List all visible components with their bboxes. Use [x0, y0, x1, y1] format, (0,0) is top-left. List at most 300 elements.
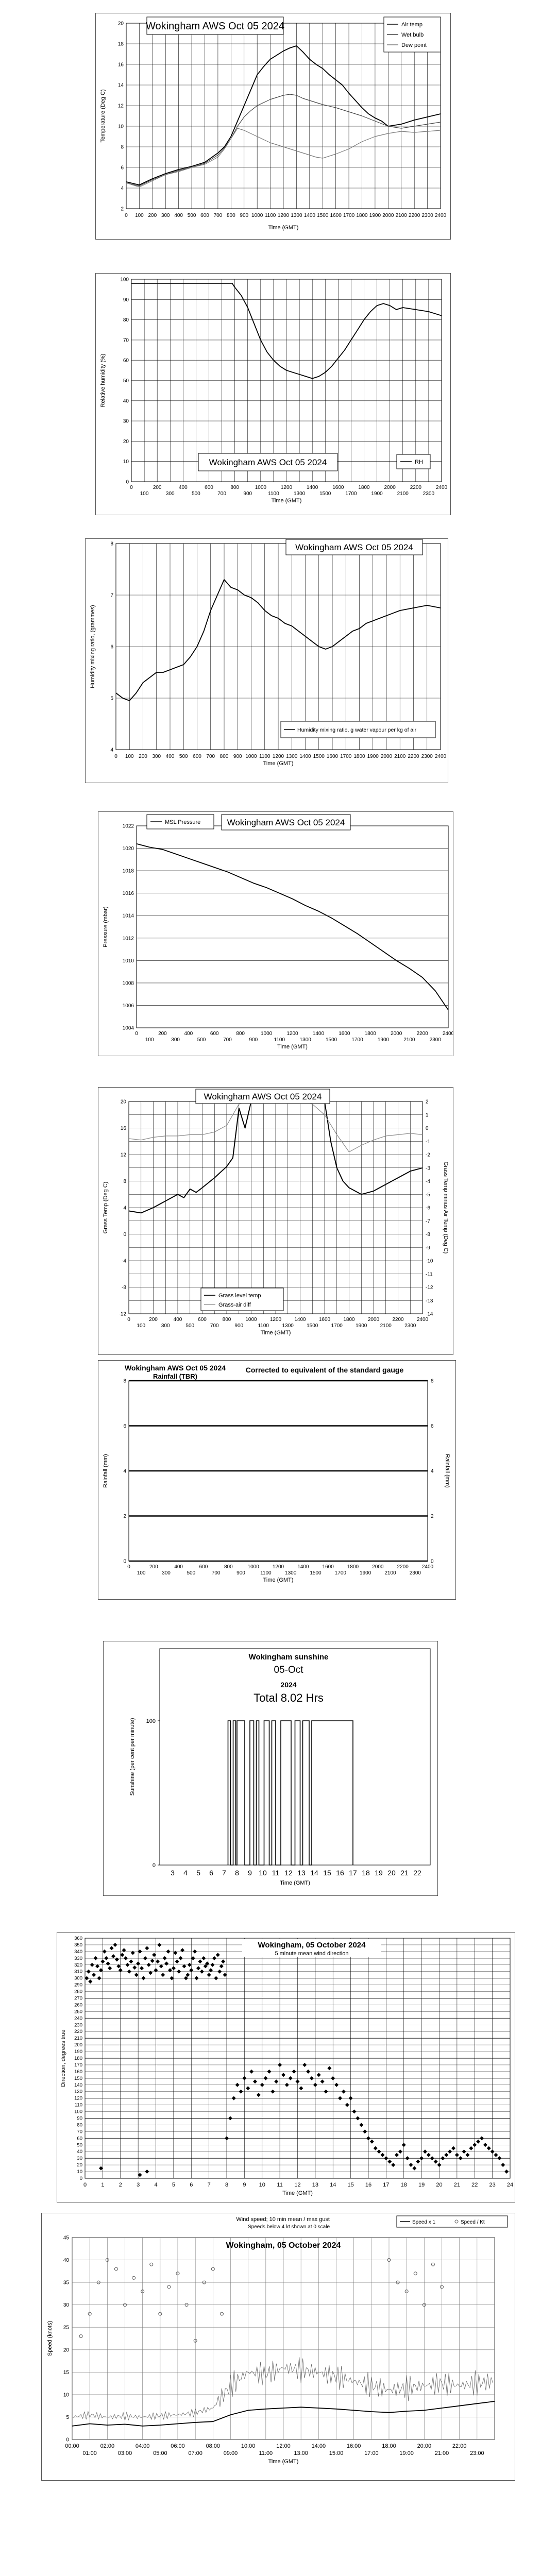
x-tick-label: 13:00 — [294, 2450, 308, 2456]
x-tick-label: 01:00 — [82, 2450, 97, 2456]
y-tick-label: 230 — [74, 2022, 82, 2028]
chart-annotation: Corrected to equivalent of the standard gauge — [245, 1366, 404, 1374]
x-tick-label: 7 — [207, 2182, 211, 2188]
x-tick-label: 600 — [199, 1564, 208, 1570]
y-tick-label: 8 — [121, 144, 124, 150]
x-tick-label: 2200 — [416, 1031, 428, 1037]
x-tick-label: 2300 — [429, 1037, 441, 1043]
x-tick-label: 2100 — [380, 1323, 392, 1329]
x-axis-title: Time (GMT) — [268, 2459, 299, 2465]
chart-title: Wokingham AWS Oct 05 2024 — [209, 457, 327, 468]
y-tick-label: 45 — [63, 2235, 69, 2241]
x-tick-label: 1400 — [294, 1317, 306, 1323]
x-tick-label: 2200 — [410, 485, 421, 490]
y-tick-label: 60 — [123, 358, 129, 364]
y-right-tick-label: -14 — [426, 1311, 433, 1317]
y-tick-label: 6 — [121, 165, 124, 171]
y-tick-label: 140 — [74, 2082, 82, 2088]
x-tick-label: 1100 — [274, 1037, 285, 1043]
x-tick-label: 400 — [178, 485, 188, 490]
x-tick-label: 1800 — [364, 1031, 376, 1037]
x-tick-label: 1900 — [371, 491, 383, 497]
x-tick-label: 1000 — [245, 1317, 257, 1323]
legend-label: Dew point — [401, 42, 427, 48]
x-tick-label: 17:00 — [364, 2450, 379, 2456]
x-tick-label: 12:00 — [276, 2443, 291, 2449]
y-axis-title: Humidity mixing ratio, (grammes) — [90, 605, 96, 688]
x-tick-label: 22 — [471, 2182, 478, 2188]
y-tick-label: 1022 — [122, 823, 134, 829]
y-right-tick-label: -12 — [426, 1285, 433, 1291]
temperature-chart — [95, 13, 451, 240]
x-tick-label: 13 — [312, 2182, 318, 2188]
x-tick-label: 100 — [135, 213, 144, 218]
y-right-tick-label: -5 — [426, 1192, 430, 1198]
x-tick-label: 1300 — [282, 1323, 294, 1329]
y-tick-label: 80 — [77, 2122, 82, 2128]
x-tick-label: 400 — [184, 1031, 193, 1037]
x-tick-label: 18 — [400, 2182, 407, 2188]
x-tick-label: 6 — [190, 2182, 193, 2188]
x-tick-label: 22 — [413, 1869, 421, 1877]
y-tick-label: -4 — [122, 1258, 126, 1264]
x-axis-title: Time (GMT) — [271, 498, 302, 504]
x-tick-label: 100 — [137, 1323, 146, 1329]
y-right-tick-label: -1 — [426, 1139, 430, 1145]
x-tick-label: 1100 — [268, 491, 279, 497]
x-tick-label: 1200 — [286, 1031, 298, 1037]
y-tick-label: 100 — [74, 2109, 82, 2115]
panel-temperature — [95, 13, 451, 240]
x-tick-label: 200 — [149, 1317, 158, 1323]
x-tick-label: 1600 — [326, 754, 339, 759]
x-tick-label: 16 — [336, 1869, 344, 1877]
y-tick-label: 8 — [123, 1378, 126, 1384]
x-tick-label: 300 — [171, 1037, 180, 1043]
y-tick-label: 40 — [63, 2258, 69, 2264]
x-tick-label: 06:00 — [171, 2443, 185, 2449]
x-tick-label: 600 — [193, 754, 201, 759]
y-tick-label: 280 — [74, 1989, 82, 1995]
x-tick-label: 22:00 — [452, 2443, 467, 2449]
wind-direction-chart — [57, 1932, 515, 2202]
y-tick-label: 5 — [110, 696, 113, 702]
x-tick-label: 200 — [148, 213, 157, 218]
x-tick-label: 700 — [213, 213, 223, 218]
sunshine-chart — [103, 1641, 438, 1896]
x-tick-label: 1000 — [251, 213, 263, 218]
y-tick-label: 240 — [74, 2015, 82, 2022]
y-tick-label: 20 — [63, 2347, 69, 2353]
x-tick-label: 300 — [152, 754, 161, 759]
chart-title: Wokingham sunshine — [248, 1653, 329, 1662]
x-tick-label: 1800 — [343, 1317, 355, 1323]
chart-year: 2024 — [280, 1681, 297, 1689]
wind-speed-chart — [41, 2213, 515, 2481]
legend-label: Speed / Kt — [461, 2219, 485, 2225]
x-tick-label: 1700 — [351, 1037, 363, 1043]
x-tick-label: 1800 — [353, 754, 365, 759]
x-tick-label: 200 — [158, 1031, 167, 1037]
y-tick-label: 35 — [63, 2280, 69, 2286]
x-tick-label: 10:00 — [241, 2443, 256, 2449]
y-tick-label: 50 — [77, 2142, 82, 2148]
x-tick-label: 300 — [161, 213, 170, 218]
x-tick-label: 2100 — [403, 1037, 415, 1043]
x-tick-label: 12 — [284, 1869, 293, 1877]
y-right-tick-label: -13 — [426, 1298, 433, 1304]
y-tick-label: 330 — [74, 1955, 82, 1961]
x-tick-label: 600 — [210, 1031, 219, 1037]
y-tick-label: 70 — [123, 337, 129, 344]
x-tick-label: 700 — [210, 1323, 219, 1329]
x-tick-label: 2200 — [408, 754, 419, 759]
x-tick-label: 9 — [243, 2182, 246, 2188]
y-tick-label: 120 — [74, 2095, 82, 2102]
y-axis-title: Pressure (mbar) — [103, 906, 109, 947]
chart-subtitle: Rainfall (TBR) — [153, 1372, 197, 1380]
chart-title: Wokingham, 05 October 2024 — [258, 1941, 366, 1950]
x-tick-label: 800 — [222, 1317, 231, 1323]
x-tick-label: 2100 — [384, 1570, 396, 1576]
panel-wind-speed — [41, 2213, 515, 2481]
x-tick-label: 2300 — [404, 1323, 416, 1329]
x-tick-label: 05:00 — [153, 2450, 167, 2456]
y-tick-label: 110 — [74, 2102, 82, 2108]
y-tick-label: 0 — [126, 479, 129, 485]
x-tick-label: 10 — [259, 1869, 267, 1877]
y-tick-label: 320 — [74, 1962, 82, 1968]
y-tick-label: 90 — [77, 2115, 82, 2122]
y-right-tick-label: 1 — [426, 1112, 429, 1118]
x-tick-label: 700 — [206, 754, 215, 759]
panel-rainfall — [98, 1360, 456, 1600]
x-tick-label: 1000 — [260, 1031, 273, 1037]
x-tick-label: 1700 — [345, 491, 357, 497]
chart-title: Wokingham AWS Oct 05 2024 — [204, 1092, 322, 1102]
legend-label: Grass level temp — [218, 1293, 261, 1299]
y-tick-label: 30 — [77, 2156, 82, 2162]
x-tick-label: 2000 — [372, 1564, 384, 1570]
x-tick-label: 500 — [187, 1570, 196, 1576]
x-tick-label: 23 — [489, 2182, 496, 2188]
x-tick-label: 500 — [179, 754, 188, 759]
y-tick-label: 16 — [120, 1126, 126, 1131]
x-tick-label: 900 — [233, 754, 242, 759]
y-tick-label: 100 — [146, 1718, 156, 1724]
x-tick-label: 1500 — [313, 754, 325, 759]
x-tick-label: 1100 — [258, 1323, 269, 1329]
y-tick-label: 340 — [74, 1948, 82, 1955]
y-right-tick-label: -2 — [426, 1152, 430, 1158]
x-tick-label: 300 — [161, 1323, 170, 1329]
x-tick-label: 1400 — [307, 485, 318, 490]
x-tick-label: 19:00 — [399, 2450, 414, 2456]
legend-label: Air temp — [401, 22, 422, 28]
x-tick-label: 20:00 — [417, 2443, 432, 2449]
y-right-axis-title: Rainfall (mm) — [444, 1454, 450, 1488]
x-tick-label: 0 — [114, 754, 117, 759]
x-tick-label: 600 — [200, 213, 209, 218]
x-tick-label: 100 — [140, 491, 149, 497]
chart-date: 05-Oct — [274, 1665, 303, 1675]
y-axis-title: Rainfall (mm) — [103, 1454, 109, 1488]
x-tick-label: 2400 — [421, 1564, 434, 1570]
x-axis-title: Time (GMT) — [263, 760, 294, 767]
y-tick-label: 0 — [66, 2437, 69, 2443]
x-tick-label: 2300 — [422, 491, 435, 497]
x-tick-label: 2000 — [382, 213, 394, 218]
y-tick-label: 290 — [74, 1982, 82, 1988]
x-tick-label: 20 — [436, 2182, 443, 2188]
y-tick-label: 50 — [123, 378, 129, 384]
x-tick-label: 2000 — [367, 1317, 380, 1323]
y-tick-label: 10 — [63, 2392, 69, 2398]
x-tick-label: 0 — [127, 1317, 130, 1323]
x-tick-label: 11 — [277, 2182, 283, 2188]
y-tick-label: 0 — [123, 1558, 126, 1565]
x-tick-label: 1700 — [343, 213, 355, 218]
x-tick-label: 16 — [365, 2182, 372, 2188]
x-tick-label: 2100 — [397, 491, 409, 497]
y-tick-label: 180 — [74, 2056, 82, 2061]
x-axis-title: Time (GMT) — [260, 1330, 291, 1336]
x-tick-label: 1500 — [307, 1323, 318, 1329]
y-tick-label: 20 — [120, 1099, 126, 1105]
y-axis-title: Speed (knots) — [47, 2320, 53, 2357]
x-tick-label: 600 — [198, 1317, 207, 1323]
legend-label: MSL Pressure — [165, 819, 201, 825]
x-tick-label: 18 — [362, 1869, 370, 1877]
chart-title: Wokingham AWS Oct 05 2024 — [145, 21, 285, 32]
y-tick-label: 270 — [74, 1995, 82, 2002]
x-tick-label: 700 — [211, 1570, 221, 1576]
x-tick-label: 09:00 — [223, 2450, 238, 2456]
x-tick-label: 1100 — [259, 754, 270, 759]
x-tick-label: 400 — [174, 1564, 183, 1570]
x-tick-label: 2400 — [435, 485, 448, 490]
x-tick-label: 1600 — [332, 485, 344, 490]
x-tick-label: 500 — [187, 213, 196, 218]
x-tick-label: 600 — [205, 485, 213, 490]
x-tick-label: 0 — [135, 1031, 138, 1037]
x-tick-label: 1600 — [318, 1317, 331, 1323]
x-tick-label: 2200 — [409, 213, 420, 218]
y-tick-label: 1016 — [122, 891, 134, 897]
x-tick-label: 2200 — [397, 1564, 409, 1570]
y-right-axis-title: Grass Temp minus Air Temp (Deg C) — [443, 1161, 449, 1254]
x-tick-label: 21:00 — [434, 2450, 449, 2456]
x-tick-label: 20 — [387, 1869, 396, 1877]
x-tick-label: 300 — [165, 491, 175, 497]
y-right-tick-label: -9 — [426, 1245, 430, 1251]
x-tick-label: 200 — [149, 1564, 158, 1570]
x-tick-label: 1600 — [330, 213, 342, 218]
x-tick-label: 23:00 — [470, 2450, 484, 2456]
x-tick-label: 02:00 — [100, 2443, 115, 2449]
panel-relative-humidity — [95, 273, 451, 515]
y-tick-label: 15 — [63, 2369, 69, 2376]
x-tick-label: 18:00 — [382, 2443, 396, 2449]
y-tick-label: 60 — [77, 2136, 82, 2142]
x-tick-label: 15 — [323, 1869, 331, 1877]
x-tick-label: 10 — [259, 2182, 265, 2188]
x-tick-label: 07:00 — [188, 2450, 202, 2456]
x-tick-label: 6 — [209, 1869, 213, 1877]
x-tick-label: 400 — [165, 754, 175, 759]
y-tick-label: 70 — [77, 2129, 82, 2135]
x-axis-title: Time (GMT) — [280, 1880, 310, 1886]
y-tick-label: 16 — [117, 62, 124, 68]
y-tick-label: 20 — [123, 438, 129, 445]
x-tick-label: 700 — [223, 1037, 232, 1043]
x-tick-label: 1200 — [277, 213, 290, 218]
x-tick-label: 1100 — [264, 213, 276, 218]
x-tick-label: 2 — [119, 2182, 122, 2188]
x-tick-label: 800 — [230, 485, 240, 490]
y-tick-label: 1012 — [122, 936, 134, 942]
x-tick-label: 7 — [222, 1869, 226, 1877]
x-tick-label: 800 — [224, 1564, 233, 1570]
x-tick-label: 1900 — [369, 213, 381, 218]
y-right-tick-label: -10 — [426, 1258, 433, 1264]
y-tick-label: 1018 — [122, 868, 134, 874]
x-tick-label: 900 — [243, 491, 252, 497]
panel-wind-direction — [57, 1932, 515, 2202]
y-tick-label: 4 — [123, 1205, 126, 1211]
x-tick-label: 2400 — [416, 1317, 429, 1323]
x-axis-title: Time (GMT) — [268, 225, 299, 231]
x-tick-label: 2300 — [421, 754, 433, 759]
x-tick-label: 0 — [130, 485, 133, 490]
x-tick-label: 1900 — [377, 1037, 390, 1043]
panel-grass-temp — [98, 1087, 453, 1355]
x-tick-label: 5 — [196, 1869, 200, 1877]
x-tick-label: 14 — [310, 1869, 318, 1877]
x-tick-label: 1 — [101, 2182, 105, 2188]
x-tick-label: 900 — [236, 1570, 245, 1576]
y-tick-label: 14 — [117, 82, 124, 89]
x-tick-label: 2400 — [442, 1031, 453, 1037]
x-tick-label: 17 — [383, 2182, 390, 2188]
x-axis-title: Time (GMT) — [277, 1044, 308, 1050]
x-tick-label: 1800 — [358, 485, 370, 490]
x-tick-label: 04:00 — [135, 2443, 150, 2449]
y-right-tick-label: 8 — [431, 1378, 434, 1384]
x-tick-label: 2000 — [384, 485, 396, 490]
x-tick-label: 4 — [154, 2182, 158, 2188]
relative-humidity-chart — [95, 273, 451, 515]
y-tick-label: 130 — [74, 2089, 82, 2095]
y-right-tick-label: 6 — [431, 1423, 434, 1429]
y-tick-label: 4 — [123, 1468, 126, 1475]
y-tick-label: 90 — [123, 297, 129, 303]
pressure-chart — [98, 811, 453, 1056]
x-tick-label: 5 — [172, 2182, 175, 2188]
y-axis-title: Sunshine (per cent per minute) — [129, 1718, 136, 1796]
y-axis-title: Temperature (Deg C) — [100, 89, 106, 143]
y-tick-label: 0 — [152, 1862, 156, 1869]
x-tick-label: 900 — [240, 213, 249, 218]
chart-title: Wokingham, 05 October 2024 — [226, 2241, 341, 2250]
y-tick-label: 2 — [123, 1514, 126, 1519]
x-tick-label: 15:00 — [329, 2450, 344, 2456]
x-tick-label: 400 — [173, 1317, 182, 1323]
y-tick-label: 6 — [123, 1423, 126, 1429]
y-axis-title: Relative humidity (%) — [100, 353, 106, 408]
x-tick-label: 900 — [249, 1037, 258, 1043]
x-tick-label: 8 — [235, 1869, 239, 1877]
x-tick-label: 1300 — [286, 754, 298, 759]
panel-pressure — [98, 811, 453, 1056]
x-tick-label: 1300 — [293, 491, 306, 497]
x-tick-label: 100 — [137, 1570, 146, 1576]
x-tick-label: 1800 — [347, 1564, 359, 1570]
x-tick-label: 1700 — [331, 1323, 343, 1329]
x-tick-label: 1300 — [299, 1037, 311, 1043]
x-tick-label: 11 — [272, 1869, 280, 1877]
chart-title: Wokingham AWS Oct 05 2024 — [227, 818, 345, 828]
x-tick-label: 2200 — [392, 1317, 404, 1323]
x-tick-label: 800 — [236, 1031, 245, 1037]
y-tick-label: 350 — [74, 1942, 82, 1948]
x-tick-label: 21 — [400, 1869, 409, 1877]
x-tick-label: 1700 — [340, 754, 352, 759]
y-right-tick-label: 2 — [431, 1514, 434, 1519]
x-tick-label: 2100 — [395, 213, 407, 218]
y-tick-label: 10 — [77, 2169, 82, 2175]
legend-label: Wet bulb — [401, 32, 424, 38]
y-tick-label: 5 — [66, 2414, 69, 2420]
x-tick-label: 1000 — [245, 754, 257, 759]
x-tick-label: 1500 — [326, 1037, 337, 1043]
x-tick-label: 1500 — [310, 1570, 322, 1576]
y-tick-label: 100 — [120, 277, 129, 283]
x-tick-label: 8 — [225, 2182, 229, 2188]
x-tick-label: 1900 — [360, 1570, 371, 1576]
rainfall-chart — [98, 1360, 456, 1600]
y-tick-label: 10 — [123, 459, 129, 465]
legend-label: RH — [415, 459, 423, 465]
x-tick-label: 1500 — [319, 491, 331, 497]
y-tick-label: 310 — [74, 1969, 82, 1975]
x-tick-label: 2100 — [394, 754, 406, 759]
y-tick-label: 0 — [123, 1232, 126, 1238]
y-tick-label: 40 — [123, 398, 129, 404]
x-tick-label: 4 — [183, 1869, 188, 1877]
y-right-tick-label: -11 — [426, 1272, 433, 1278]
x-tick-label: 200 — [139, 754, 147, 759]
chart-title: Wokingham AWS Oct 05 2024 — [124, 1364, 226, 1372]
x-tick-label: 1800 — [356, 213, 368, 218]
y-tick-label: 200 — [74, 2042, 82, 2048]
x-tick-label: 12 — [294, 2182, 301, 2188]
y-tick-label: 160 — [74, 2069, 82, 2075]
x-tick-label: 3 — [171, 1869, 175, 1877]
x-tick-label: 1300 — [285, 1570, 297, 1576]
x-tick-label: 1300 — [291, 213, 302, 218]
y-tick-label: 12 — [120, 1152, 126, 1158]
y-axis-title: Direction, degrees true — [60, 2029, 66, 2087]
x-tick-label: 1700 — [334, 1570, 346, 1576]
x-tick-label: 1200 — [272, 754, 284, 759]
y-tick-label: 40 — [77, 2149, 82, 2155]
y-right-tick-label: 0 — [431, 1558, 434, 1565]
y-right-tick-label: -8 — [426, 1232, 430, 1238]
y-tick-label: 0 — [79, 2176, 82, 2181]
x-tick-label: 1600 — [322, 1564, 334, 1570]
y-tick-label: 1008 — [122, 980, 134, 987]
